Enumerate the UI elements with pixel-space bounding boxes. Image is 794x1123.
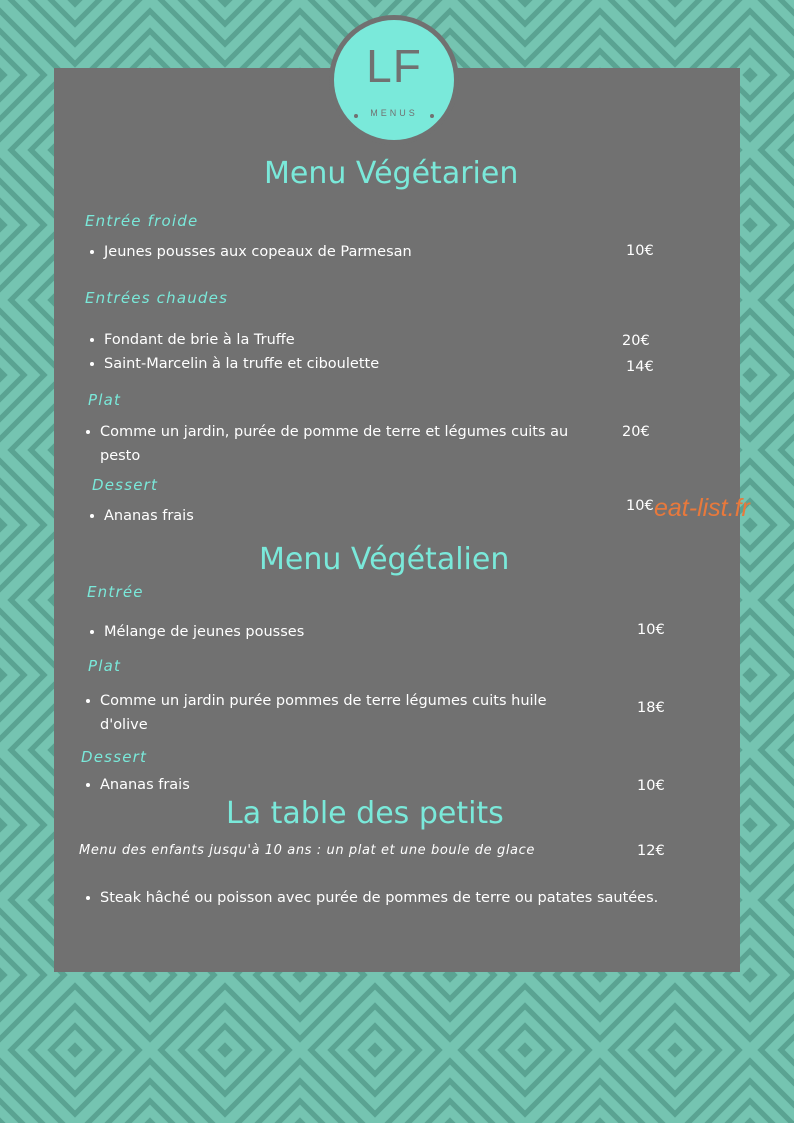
kids-menu-note: Menu des enfants jusqu'à 10 ans : un plat et une boule de glace: [79, 843, 535, 858]
menu-item: Saint-Marcelin à la truffe et ciboulette: [104, 356, 380, 372]
menu-item: Comme un jardin, purée de pomme de terre et légumes cuits au pesto: [100, 424, 569, 464]
watermark: eat-list.fr: [654, 494, 750, 522]
pattern-diamond: [736, 211, 764, 239]
menu-item: Fondant de brie à la Truffe: [104, 332, 295, 348]
pattern-diamond: [436, 1111, 464, 1123]
menu-item-price: 10€: [626, 498, 654, 514]
pattern-diamond: [511, 0, 539, 14]
pattern-diamond: [0, 61, 14, 89]
pattern-diamond: [0, 511, 14, 539]
menu-item-price: 14€: [626, 359, 654, 375]
bullet: [90, 338, 94, 342]
pattern-diamond: [61, 1036, 89, 1064]
pattern-diamond: [191, 1016, 259, 1084]
pattern-diamond: [0, 661, 14, 689]
logo-subtitle: MENUS: [370, 108, 418, 118]
pattern-diamond: [661, 0, 689, 14]
bullet: [90, 630, 94, 634]
pattern-diamond: [136, 1111, 164, 1123]
bullet: [90, 514, 94, 518]
pattern-diamond: [736, 361, 764, 389]
menu-item: Ananas frais: [100, 777, 190, 793]
category-plat: Plat: [88, 657, 122, 675]
pattern-diamond: [661, 1036, 689, 1064]
pattern-diamond: [211, 1036, 239, 1064]
menu-item-price: 10€: [637, 622, 665, 638]
pattern-diamond: [586, 1111, 614, 1123]
logo-badge: [329, 15, 459, 145]
pattern-diamond: [341, 1016, 409, 1084]
pattern-diamond: [61, 0, 89, 14]
pattern-diamond: [736, 1111, 764, 1123]
logo-circle: [334, 20, 454, 140]
category-dessert: Dessert: [92, 476, 159, 494]
pattern-diamond: [0, 811, 14, 839]
category-plat: Plat: [88, 391, 122, 409]
menu-item-price: 10€: [626, 243, 654, 259]
menu-item-price: 20€: [622, 424, 650, 440]
menu-item-price: 12€: [637, 843, 665, 859]
menu-item-price: 20€: [622, 333, 650, 349]
bullet: [86, 430, 90, 434]
menu-item: Jeunes pousses aux copeaux de Parmesan: [104, 244, 412, 260]
menu-item: Ananas frais: [104, 508, 194, 524]
pattern-diamond: [736, 61, 764, 89]
pattern-diamond: [736, 661, 764, 689]
pattern-diamond: [361, 0, 389, 14]
menu-item: Comme un jardin purée pommes de terre légumes cuits huile d'olive: [100, 693, 547, 733]
pattern-diamond: [641, 1016, 709, 1084]
logo-letters: LF: [366, 40, 422, 92]
pattern-diamond: [0, 961, 14, 989]
pattern-diamond: [511, 1036, 539, 1064]
pattern-diamond: [0, 1111, 14, 1123]
title-vegetarien: Menu Végétarien: [264, 156, 519, 191]
menu-item-price: 10€: [637, 778, 665, 794]
category-entree: Entrée: [87, 583, 144, 601]
bullet: [86, 699, 90, 703]
logo-dot-right: [430, 114, 434, 118]
pattern-diamond: [736, 811, 764, 839]
pattern-diamond: [211, 0, 239, 14]
pattern-diamond: [736, 961, 764, 989]
bullet: [86, 783, 90, 787]
menu-item: Steak hâché ou poisson avec purée de pommes de terre ou patates sautées.: [100, 890, 659, 906]
title-table-des-petits: La table des petits: [226, 796, 504, 831]
pattern-diamond: [0, 361, 14, 389]
bullet: [90, 250, 94, 254]
category-entree-froide: Entrée froide: [85, 212, 199, 230]
title-vegetalien: Menu Végétalien: [259, 542, 510, 577]
category-entrees-chaudes: Entrées chaudes: [85, 289, 229, 307]
pattern-diamond: [491, 1016, 559, 1084]
pattern-diamond: [0, 211, 14, 239]
category-dessert: Dessert: [81, 748, 148, 766]
pattern-diamond: [41, 1016, 109, 1084]
pattern-diamond: [286, 1111, 314, 1123]
menu-item: Mélange de jeunes pousses: [104, 624, 305, 640]
bullet: [86, 896, 90, 900]
menu-item-price: 18€: [637, 700, 665, 716]
pattern-diamond: [361, 1036, 389, 1064]
bullet: [90, 362, 94, 366]
